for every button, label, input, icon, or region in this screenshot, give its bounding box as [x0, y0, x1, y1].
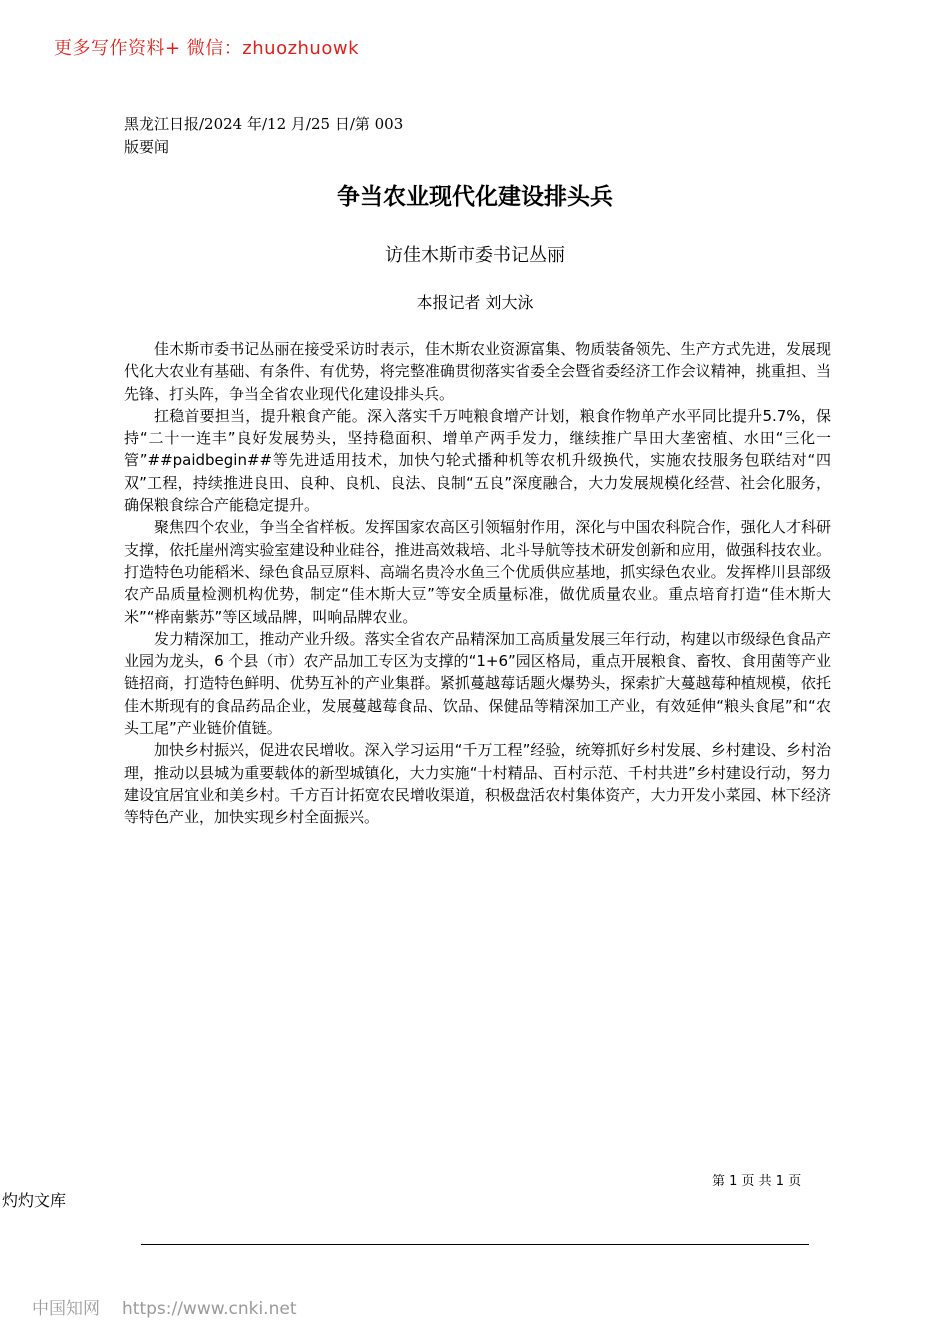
article-body: [124, 338, 831, 829]
footer-url[interactable]: https://www.cnki.net: [122, 1299, 297, 1319]
library-label: 灼灼文库: [2, 1191, 67, 1210]
paragraph: 佳木斯市委书记丛丽在接受采访时表示，佳木斯农业资源富集、物质装备领先、生产方式先进，发展现代化大农业有基础、有条件、有优势，将完整准确贯彻落实省委全会暨省委经济工作会议精神，挑重担、当先锋、打头阵，争当全省农业现代化建设排头兵。: [124, 340, 831, 403]
article-author: 本报记者 刘大泳: [416, 293, 534, 312]
article-subtitle: 访佳木斯市委书记丛丽: [385, 245, 565, 266]
paragraph: 扛稳首要担当，提升粮食产能。深入落实千万吨粮食增产计划，粮食作物单产水平同比提升5.7%，保持“二十一连丰”良好发展势头，坚持稳面积、增单产两手发力，继续推广旱田大垄密植、水田“三化一管”##paidbegin##等先进适用技术，加快勺轮式播种机等农机升级换代，实施农技服务包联结对“四双”工程，持续推进良田、良种、良机、良法、良制“五良”深度融合，大力发展规模化经营、社会化服务，确保粮食综合产能稳定提升。: [124, 406, 831, 515]
paragraph: 发力精深加工，推动产业升级。落实全省农产品精深加工高质量发展三年行动，构建以市级绿色食品产业园为龙头，6 个县（市）农产品加工专区为支撑的“1+6”园区格局，重点开展粮食、畜牧、食用菌等产业链招商，打造特色鲜明、优势互补的产业集群。紧抓蔓越莓话题火爆势头，探索扩大蔓越莓种植规模，依托佳木斯现有的食品药品企业，发展蔓越莓食品、饮品、保健品等精深加工产业，有效延伸“粮头食尾”和“农头工尾”产业链价值链。: [124, 629, 831, 738]
article-title: 争当农业现代化建设排头兵: [337, 184, 613, 210]
footer-site-name: 中国知网: [32, 1299, 100, 1319]
promo-banner: 更多写作资料+ 微信：zhuozhuowk: [54, 38, 360, 59]
paragraph: 聚焦四个农业，争当全省样板。发挥国家农高区引领辐射作用，深化与中国农科院合作，强化人才科研支撑，依托崖州湾实验室建设种业硅谷，推进高效栽培、北斗导航等技术研发创新和应用，做强科技农业。打造特色功能稻米、绿色食品豆原料、高端名贵冷水鱼三个优质供应基地，抓实绿色农业。发挥桦川县部级农产品质量检测机构优势，制定“佳木斯大豆”等安全质量标准，做优质量农业。重点培育打造“佳木斯大米”“桦南紫苏”等区域品牌，叫响品牌农业。: [124, 518, 831, 626]
page-number: 第 1 页 共 1 页: [712, 1174, 802, 1189]
source-line-2: 版要闻: [124, 138, 170, 156]
source-info: [124, 113, 424, 159]
footer-watermark: [32, 1294, 296, 1319]
footer-divider: [141, 1244, 809, 1245]
paragraph: 加快乡村振兴，促进农民增收。深入学习运用“千万工程”经验，统筹抓好乡村发展、乡村建设、乡村治理，推动以县城为重要载体的新型城镇化，大力实施“十村精品、百村示范、千村共进”乡村建设行动，努力建设宜居宜业和美乡村。千方百计拓宽农民增收渠道，积极盘活农村集体资产，大力开发小菜园、林下经济等特色产业，加快实现乡村全面振兴。: [124, 741, 832, 827]
source-line-1: 黑龙江日报/2024 年/12 月/25 日/第 003: [124, 115, 404, 133]
